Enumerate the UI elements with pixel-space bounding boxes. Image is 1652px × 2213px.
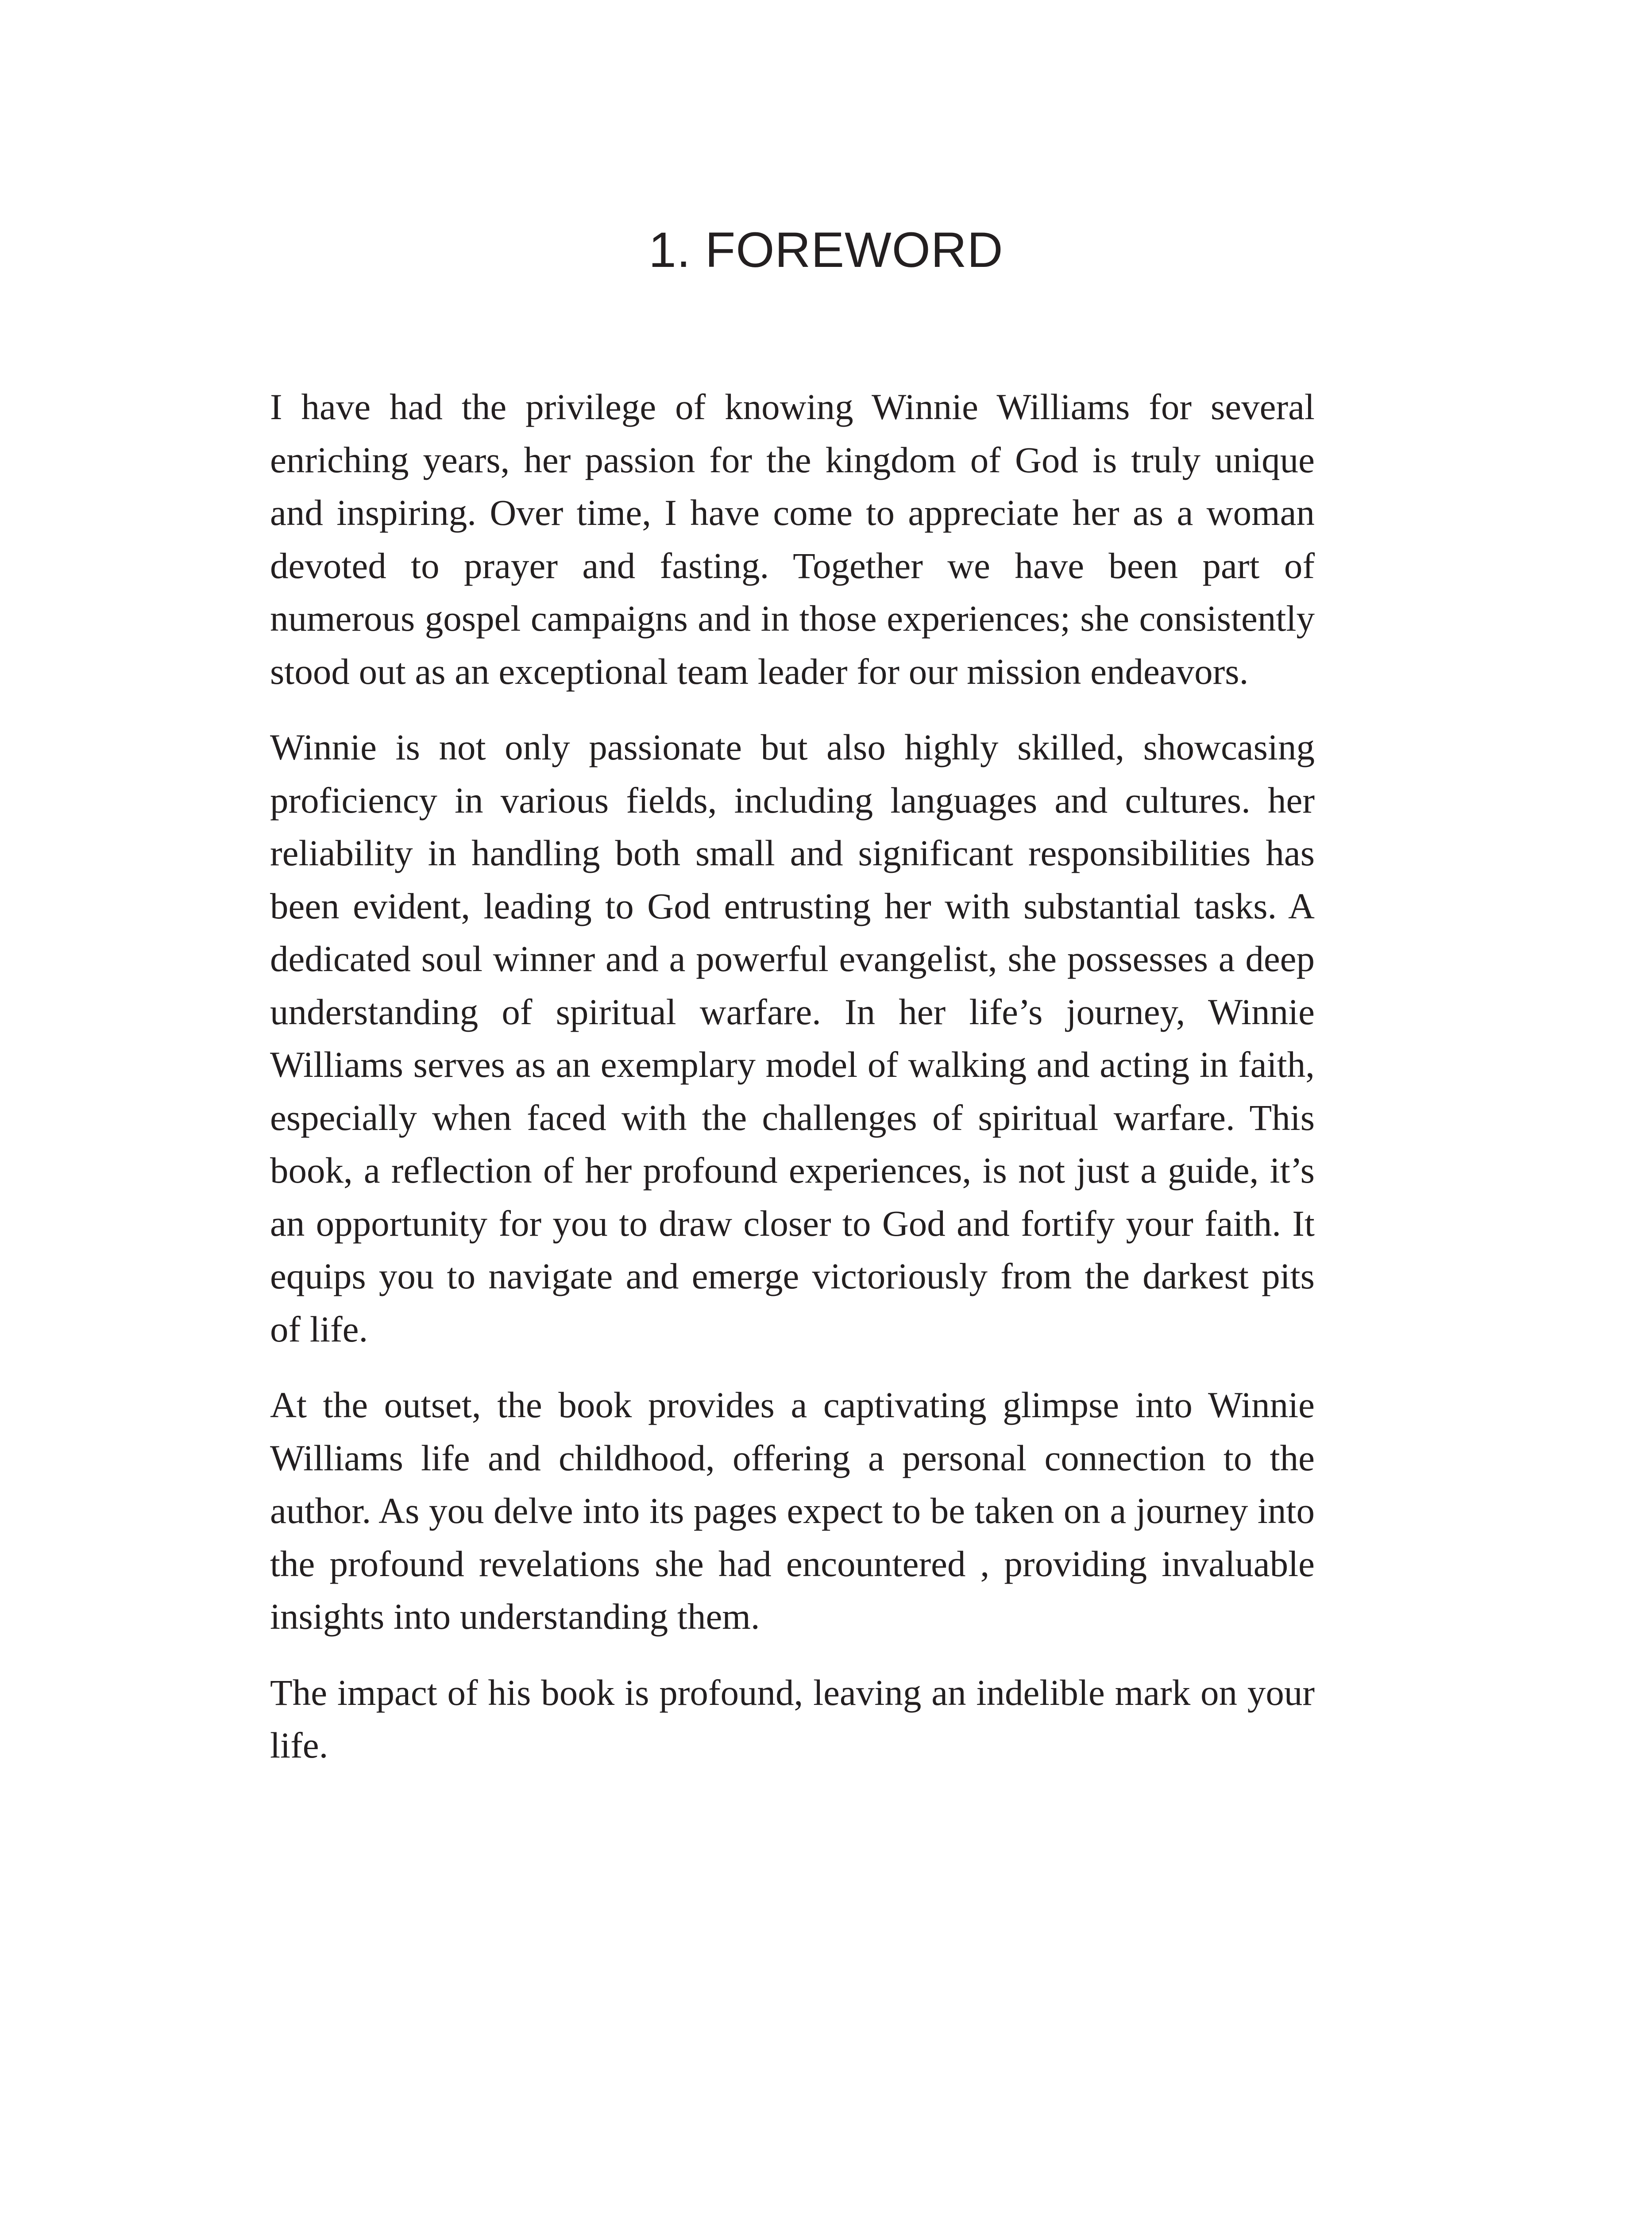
foreword-body <box>270 381 1315 1795</box>
paragraph-1: I have had the privilege of knowing Winnie Williams for several enriching years, her passion for the kingdom of God is truly unique and inspiring. Over time, I have come to appreciate her as a woman devoted to prayer and fasting. Together we have been part of numerous gospel campaigns and in those experiences; she consistently stood out as an exceptional team leader for our mission endeavors. <box>270 386 1315 692</box>
paragraph-4: The impact of his book is profound, leaving an indelible mark on your life. <box>270 1672 1315 1766</box>
chapter-title: 1. FOREWORD <box>648 222 1004 278</box>
paragraph-2: Winnie is not only passionate but also highly skilled, showcasing proficiency in various fields, including languages and cultures. her reliability in handling both small and significant responsibilities has been evident, leading to God entrusting her with substantial tasks. A dedicated soul winner and a powerful evangelist, she possesses a deep understanding of spiritual warfare. In her life’s journey, Winnie Williams serves as an exemplary model of walking and acting in faith, especially when faced with the challenges of spiritual warfare. This book, a reflection of her profound experiences, is not just a guide, it’s an opportunity for you to draw closer to God and fortify your faith. It equips you to navigate and emerge victoriously from the darkest pits of life. <box>270 727 1315 1349</box>
paragraph-3: At the outset, the book provides a captivating glimpse into Winnie Williams life and childhood, offering a personal connection to the author. As you delve into its pages expect to be taken on a journey into the profound revelations she had encountered , providing invaluable insights into understanding them. <box>270 1384 1315 1637</box>
